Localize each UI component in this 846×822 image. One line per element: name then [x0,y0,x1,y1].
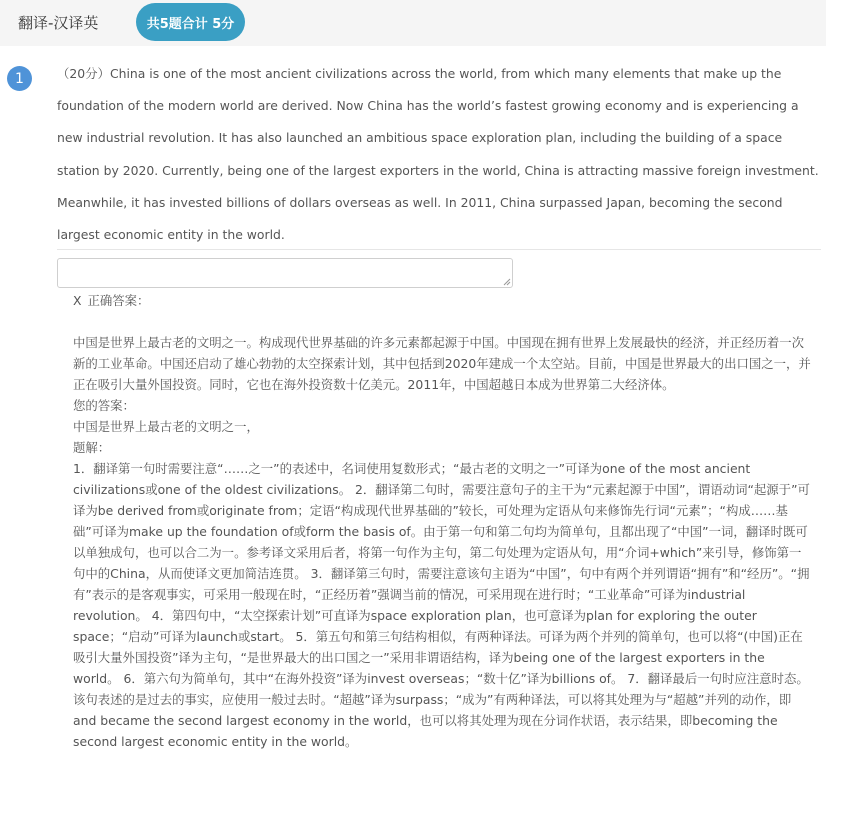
answer-analysis [73,290,813,752]
explanation-text: 1．翻译第一句时需要注意“……之一”的表述中，名词使用复数形式；“最古老的文明之一”可译为one of the most ancient civilizations或one of the oldest civilizations。 2．翻译第二句时，需要注意句子的主干为“元素起源于中国”，谓语动词“起源于”可译为be derived from或originate from；定语“构成现代世界基础的”较长，可处理为定语从句来修饰先行词“元素”；“构成……基础”可译为make up the foundation of或form the basis of。由于第一句和第二句均为简单句，且都出现了“中国”一词，翻译时既可以单独成句，也可以合二为一。参考译文采用后者，将第一句作为主句，第二句处理为定语从句，用“介词+which”来引导，修饰第一句中的China，从而使译文更加简洁连贯。 3．翻译第三句时，需要注意该句主语为“中国”，句中有两个并列谓语“拥有”和“经历”。“拥有”表示的是客观事实，可采用一般现在时，“正经历着”强调当前的情况，可采用现在进行时；“工业革命”可译为industrial revolution。 4．第四句中，“太空探索计划”可直译为space exploration plan，也可意译为plan for exploring the outer space；“启动”可译为launch或start。 5．第五句和第三句结构相似，有两种译法。可译为两个并列的简单句，也可以将“(中国)正在吸引大量外国投资”译为主句，“是世界最大的出口国之一”采用非谓语结构，译为being one of the largest exporters in the world。 6．第六句为简单句，其中“在海外投资”译为invest overseas；“数十亿”译为billions of。 7．翻译最后一句时应注意时态。该句表述的是过去的事实，应使用一般过去时。“超越”译为surpass；“成为”有两种译法，可以将其处理为与“超越”并列的动作，即and became the second largest economy in the world，也可以将其处理为现在分词作状语，表示结果，即becoming the second largest economic entity in the world。 [73,461,810,749]
resize-grip-icon[interactable] [503,278,511,286]
correct-answer-heading [73,290,813,311]
correct-answer-text: 中国是世界上最古老的文明之一。构成现代世界基础的许多元素都起源于中国。中国现在拥有世界上发展最快的经济，并正经历着一次新的工业革命。中国还启动了雄心勃勃的太空探索计划，其中包括到2020年建成一个太空站。目前，中国是世界最大的出口国之一，并正在吸引大量外国投资。同时，它也在海外投资数十亿美元。2011年，中国超越日本成为世界第二大经济体。 [73,335,811,392]
spacer [73,311,813,332]
question-text: （20分）China is one of the most ancient civilizations across the world, from which many elements that make up the foundation of the modern world are derived. Now China has the world’s fastest growing economy and is experiencing a new industrial revolution. It has also launched an ambitious space exploration plan, including the building of a space station by 2020. Currently, being one of the largest exporters in the world, China is attracting massive foreign investment. Meanwhile, it has invested billions of dollars overseas as well. In 2011, China surpassed Japan, becoming the second largest economic entity in the world. [57,66,819,243]
divider [57,249,821,250]
score-badge: 共5题合计 5分 [136,3,245,41]
wrong-mark-icon: X [73,293,82,308]
answer-textarea[interactable] [57,258,513,288]
section-title: 翻译-汉译英 [18,14,99,32]
correct-answer-label: 正确答案： [87,293,150,308]
question-set-header [0,0,826,46]
explanation-label: 题解： [73,440,111,455]
question-number-badge[interactable]: 1 [7,66,32,91]
your-answer-label: 您的答案： [73,398,135,413]
your-answer-text: 中国是世界上最古老的文明之一， [73,419,259,434]
